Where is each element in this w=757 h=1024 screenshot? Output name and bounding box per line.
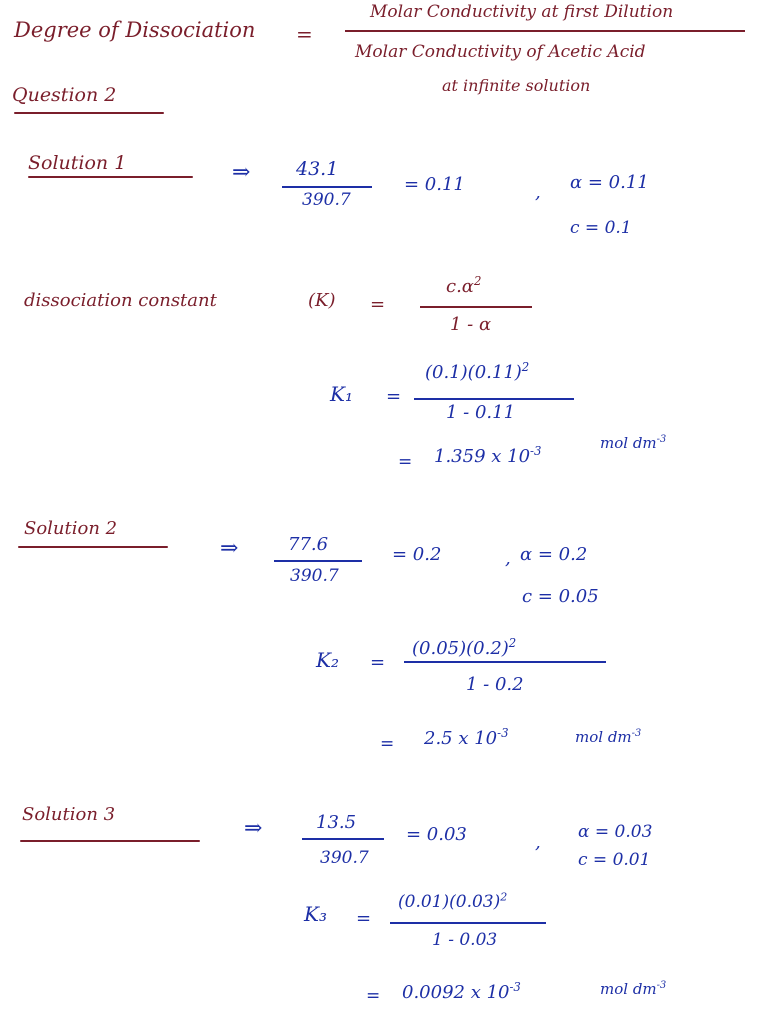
k3-equals: = — [356, 908, 372, 929]
formula-numerator: $c.\alpha^2$ — [446, 274, 482, 297]
k3-result: 0.0092 x $10^{-3}$ — [402, 980, 521, 1003]
solution1-numerator: 43.1 — [296, 158, 339, 180]
k3-units: mol $dm^{-3}$ — [600, 980, 667, 998]
k2-fraction-bar — [404, 661, 606, 663]
solution3-fraction-bar — [302, 838, 384, 840]
solution2-label: Solution 2 — [24, 518, 118, 539]
solution3-result: = 0.03 — [406, 824, 467, 845]
k1-label: K₁ — [330, 382, 353, 406]
dissociation-constant-label: dissociation constant — [24, 290, 217, 311]
degree-of-dissociation-label: Degree of Dissociation — [14, 18, 256, 42]
k2-numerator: $(0.05)(0.2)^2$ — [412, 636, 517, 659]
header-numerator: Molar Conductivity at first Dilution — [370, 2, 674, 22]
question-heading: Question 2 — [12, 84, 117, 106]
question-underline — [14, 112, 164, 114]
k1-denominator: 1 - 0.11 — [446, 402, 516, 423]
solution1-concentration: c = 0.1 — [570, 218, 632, 238]
solution3-label: Solution 3 — [22, 804, 116, 825]
header-denominator-line2: at infinite solution — [442, 76, 591, 95]
solution3-concentration: c = 0.01 — [578, 850, 651, 870]
solution2-denominator: 390.7 — [290, 566, 339, 586]
solution2-arrow-icon: ⇒ — [220, 536, 239, 561]
solution1-result: = 0.11 — [404, 174, 465, 195]
header-equals: = — [296, 22, 313, 46]
formula-fraction-bar — [420, 306, 532, 308]
k1-numerator: $(0.1)(0.11)^2$ — [425, 360, 530, 383]
solution3-numerator: 13.5 — [316, 812, 357, 833]
solution3-arrow-icon: ⇒ — [244, 816, 263, 841]
k2-result: 2.5 x $10^{-3}$ — [424, 726, 509, 749]
dissociation-constant-symbol: (K) — [308, 290, 336, 311]
solution2-fraction-bar — [274, 560, 362, 562]
k3-denominator: 1 - 0.03 — [432, 930, 498, 950]
k1-equals: = — [386, 386, 402, 407]
solution3-denominator: 390.7 — [320, 848, 369, 868]
k2-label: K₂ — [316, 648, 339, 672]
solution1-underline — [28, 176, 193, 178]
k3-result-equals: = — [366, 986, 381, 1006]
k1-units: mol $dm^{-3}$ — [600, 434, 667, 452]
k2-denominator: 1 - 0.2 — [466, 674, 524, 695]
formula-denominator: 1 - α — [450, 314, 492, 335]
solution3-alpha: α = 0.03 — [578, 822, 653, 842]
k1-fraction-bar — [414, 398, 574, 400]
solution2-alpha: α = 0.2 — [520, 544, 588, 565]
header-fraction-bar — [345, 30, 745, 32]
solution1-arrow-icon: ⇒ — [232, 160, 251, 185]
k1-result-equals: = — [398, 452, 413, 472]
solution1-denominator: 390.7 — [302, 190, 351, 210]
solution2-result: = 0.2 — [392, 544, 442, 565]
k2-equals: = — [370, 652, 386, 673]
k3-fraction-bar — [390, 922, 546, 924]
solution2-comma: , — [505, 548, 511, 569]
solution1-label: Solution 1 — [28, 152, 127, 174]
solution3-comma: , — [535, 832, 541, 853]
k2-result-equals: = — [380, 734, 395, 754]
solution2-numerator: 77.6 — [288, 534, 329, 555]
solution2-underline — [18, 546, 168, 548]
solution1-fraction-bar — [282, 186, 372, 188]
solution2-concentration: c = 0.05 — [522, 586, 599, 607]
k1-result: 1.359 x $10^{-3}$ — [434, 444, 542, 467]
solution3-underline — [20, 840, 200, 842]
header-denominator-line1: Molar Conductivity of Acetic Acid — [355, 42, 646, 62]
solution1-comma: , — [535, 182, 541, 203]
solution1-alpha: α = 0.11 — [570, 172, 649, 193]
k3-numerator: $(0.01)(0.03)^2$ — [398, 890, 508, 912]
formula-equals: = — [370, 294, 386, 315]
k2-units: mol $dm^{-3}$ — [575, 728, 642, 746]
k3-label: K₃ — [304, 902, 327, 926]
